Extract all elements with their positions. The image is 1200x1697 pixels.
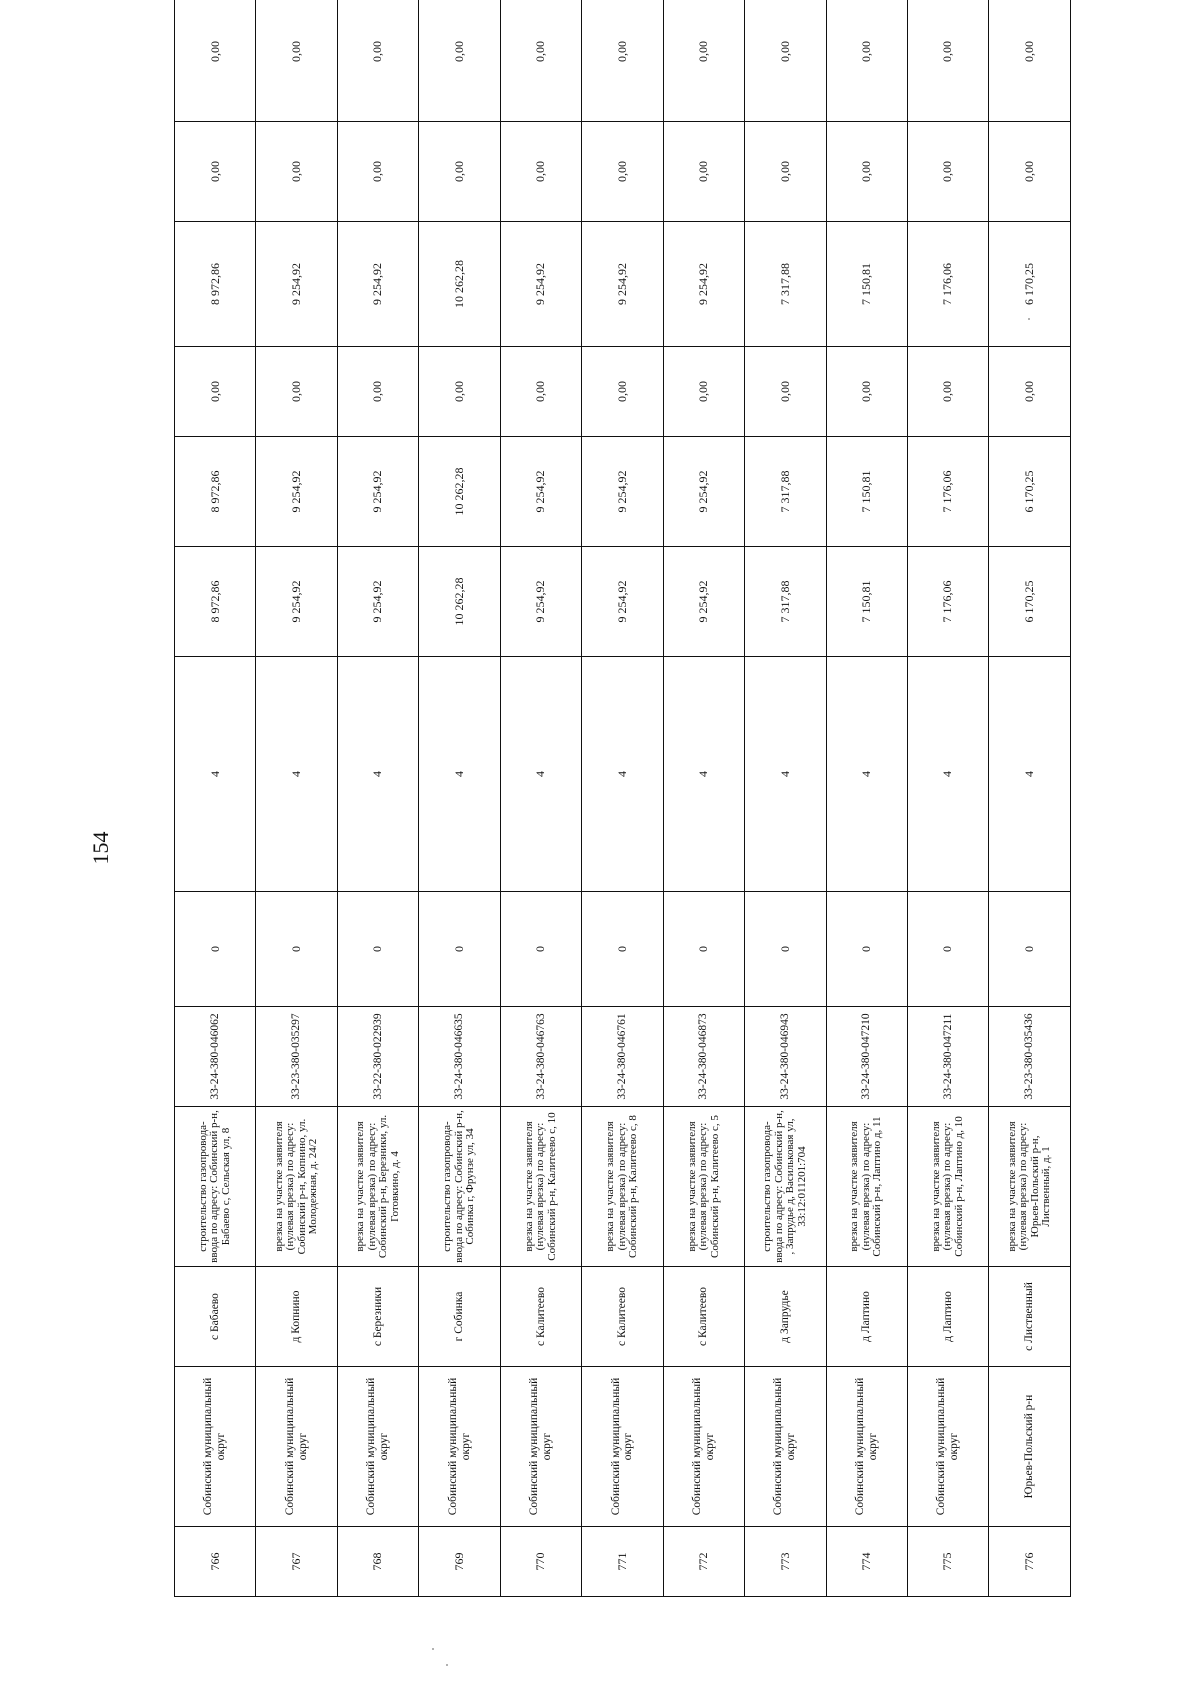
cell-col-7: 4 xyxy=(907,657,988,892)
cell-col-6: 0 xyxy=(419,892,500,1007)
cell-col-8: 7 176,06 xyxy=(907,547,988,657)
cell-settlement: с Калитеево xyxy=(500,1267,581,1367)
cell-col-13: 0,00 xyxy=(175,0,256,122)
cell-col-9: 8 972,86 xyxy=(175,437,256,547)
cell-col-6: 0 xyxy=(907,892,988,1007)
cell-col-13: 0,00 xyxy=(256,0,337,122)
cell-col-9: 7 317,88 xyxy=(745,437,826,547)
cell-settlement: с Лиственный xyxy=(989,1267,1070,1367)
cell-col-11: 7 317,88 xyxy=(745,222,826,347)
cell-col-10: 0,00 xyxy=(500,347,581,437)
cell-application-code: 33-23-380-035297 xyxy=(256,1007,337,1107)
cell-col-13: 0,00 xyxy=(500,0,581,122)
cell-application-code: 33-24-380-046763 xyxy=(500,1007,581,1107)
cell-col-13: 0,00 xyxy=(663,0,744,122)
cell-application-code: 33-24-380-047211 xyxy=(907,1007,988,1107)
cell-col-8: 7 150,81 xyxy=(826,547,907,657)
cell-col-7: 4 xyxy=(989,657,1070,892)
cell-description: врезка на участке заявителя (нулевая врезка) по адресу: Юрьев-Польский р-н, Лиственный, д. 1 xyxy=(989,1107,1070,1267)
cell-district: Собинский муниципальный округ xyxy=(582,1367,663,1527)
cell-settlement: д Копнино xyxy=(256,1267,337,1367)
cell-col-10: 0,00 xyxy=(826,347,907,437)
cell-col-7: 4 xyxy=(826,657,907,892)
cell-col-10: 0,00 xyxy=(582,347,663,437)
cell-application-code: 33-24-380-046873 xyxy=(663,1007,744,1107)
cell-col-9: 9 254,92 xyxy=(256,437,337,547)
cell-col-10: 0,00 xyxy=(745,347,826,437)
rotated-table-sheet xyxy=(174,41,1070,1597)
cell-col-12: 0,00 xyxy=(175,122,256,222)
cell-application-code: 33-22-380-022939 xyxy=(337,1007,418,1107)
table-body xyxy=(175,0,1071,1597)
cell-col-11: 7 150,81 xyxy=(826,222,907,347)
cell-row-number: 769 xyxy=(419,1527,500,1597)
cell-col-6: 0 xyxy=(175,892,256,1007)
cell-row-number: 768 xyxy=(337,1527,418,1597)
cell-col-8: 9 254,92 xyxy=(337,547,418,657)
cell-col-11: 9 254,92 xyxy=(337,222,418,347)
table-row xyxy=(419,0,500,1597)
cell-col-7: 4 xyxy=(500,657,581,892)
cell-row-number: 776 xyxy=(989,1527,1070,1597)
table-row xyxy=(337,0,418,1597)
cell-col-9: 10 262,28 xyxy=(419,437,500,547)
cell-district: Собинский муниципальный округ xyxy=(663,1367,744,1527)
cell-description: врезка на участке заявителя (нулевая врезка) по адресу: Собинский р-н, Березники, ул. Готовкино, д. 4 xyxy=(337,1107,418,1267)
cell-col-10: 0,00 xyxy=(337,347,418,437)
cell-district: Собинский муниципальный округ xyxy=(745,1367,826,1527)
cell-col-6: 0 xyxy=(582,892,663,1007)
scan-speck xyxy=(432,1648,434,1650)
cell-district: Собинский муниципальный округ xyxy=(500,1367,581,1527)
cell-col-6: 0 xyxy=(500,892,581,1007)
cell-col-13: 0,00 xyxy=(419,0,500,122)
cell-col-8: 7 317,88 xyxy=(745,547,826,657)
cell-settlement: д Лаптино xyxy=(826,1267,907,1367)
cell-row-number: 767 xyxy=(256,1527,337,1597)
cell-col-10: 0,00 xyxy=(175,347,256,437)
cell-col-12: 0,00 xyxy=(663,122,744,222)
table-row xyxy=(989,0,1070,1597)
cell-application-code: 33-24-380-046062 xyxy=(175,1007,256,1107)
cell-col-6: 0 xyxy=(337,892,418,1007)
cell-col-10: 0,00 xyxy=(907,347,988,437)
cell-description: врезка на участке заявителя (нулевая врезка) по адресу: Собинский р-н, Калитеево с, 5 xyxy=(663,1107,744,1267)
cell-col-6: 0 xyxy=(745,892,826,1007)
cell-col-6: 0 xyxy=(663,892,744,1007)
cell-col-13: 0,00 xyxy=(826,0,907,122)
cell-district: Юрьев-Польский р-н xyxy=(989,1367,1070,1527)
table-row xyxy=(745,0,826,1597)
cell-district: Собинский муниципальный округ xyxy=(337,1367,418,1527)
cell-row-number: 770 xyxy=(500,1527,581,1597)
cell-description: врезка на участке заявителя (нулевая врезка) по адресу: Собинский р-н, Калитеево с, 8 xyxy=(582,1107,663,1267)
cell-description: строительство газопровода-ввода по адресу: Собинский р-н, Собинка г, Фрунзе ул, 34 xyxy=(419,1107,500,1267)
cell-row-number: 774 xyxy=(826,1527,907,1597)
cell-col-12: 0,00 xyxy=(419,122,500,222)
cell-col-12: 0,00 xyxy=(337,122,418,222)
cell-district: Собинский муниципальный округ xyxy=(826,1367,907,1527)
cell-settlement: с Калитеево xyxy=(582,1267,663,1367)
cell-col-9: 7 176,06 xyxy=(907,437,988,547)
cell-col-8: 9 254,92 xyxy=(582,547,663,657)
cell-col-11: 8 972,86 xyxy=(175,222,256,347)
cell-col-10: 0,00 xyxy=(256,347,337,437)
table-row xyxy=(582,0,663,1597)
table-row xyxy=(256,0,337,1597)
cell-description: врезка на участке заявителя (нулевая врезка) по адресу: Собинский р-н, Калитеево с, 10 xyxy=(500,1107,581,1267)
cell-district: Собинский муниципальный округ xyxy=(419,1367,500,1527)
cell-application-code: 33-24-380-046943 xyxy=(745,1007,826,1107)
table-row xyxy=(907,0,988,1597)
cell-row-number: 772 xyxy=(663,1527,744,1597)
table-row xyxy=(500,0,581,1597)
cell-col-13: 0,00 xyxy=(337,0,418,122)
cell-row-number: 775 xyxy=(907,1527,988,1597)
cell-row-number: 766 xyxy=(175,1527,256,1597)
cell-col-12: 0,00 xyxy=(500,122,581,222)
cell-settlement: г Собинка xyxy=(419,1267,500,1367)
cell-col-9: 6 170,25 xyxy=(989,437,1070,547)
cell-col-9: 9 254,92 xyxy=(337,437,418,547)
cell-col-8: 9 254,92 xyxy=(663,547,744,657)
cell-settlement: д Лаптино xyxy=(907,1267,988,1367)
cell-application-code: 33-24-380-046635 xyxy=(419,1007,500,1107)
cell-col-12: 0,00 xyxy=(989,122,1070,222)
cell-col-9: 9 254,92 xyxy=(582,437,663,547)
cell-description: строительство газопровода-ввода по адресу: Собинский р-н, , Запрудье д, Васильковая ул, 33:12:011201:704 xyxy=(745,1107,826,1267)
cell-col-7: 4 xyxy=(582,657,663,892)
cell-col-11: 6 170,25 xyxy=(989,222,1070,347)
cell-col-11: 9 254,92 xyxy=(256,222,337,347)
cell-row-number: 771 xyxy=(582,1527,663,1597)
cell-row-number: 773 xyxy=(745,1527,826,1597)
table-row xyxy=(663,0,744,1597)
cell-col-10: 0,00 xyxy=(419,347,500,437)
cell-col-8: 8 972,86 xyxy=(175,547,256,657)
cell-col-12: 0,00 xyxy=(907,122,988,222)
cell-col-12: 0,00 xyxy=(826,122,907,222)
cell-district: Собинский муниципальный округ xyxy=(175,1367,256,1527)
cell-col-7: 4 xyxy=(256,657,337,892)
cell-col-13: 0,00 xyxy=(582,0,663,122)
cell-settlement: с Бабаево xyxy=(175,1267,256,1367)
cell-col-7: 4 xyxy=(175,657,256,892)
cell-description: врезка на участке заявителя (нулевая врезка) по адресу: Собинский р-н, Лаптино д, 11 xyxy=(826,1107,907,1267)
cell-col-11: 9 254,92 xyxy=(500,222,581,347)
cell-settlement: д Запрудье xyxy=(745,1267,826,1367)
cell-col-6: 0 xyxy=(989,892,1070,1007)
cell-col-7: 4 xyxy=(419,657,500,892)
cell-col-8: 9 254,92 xyxy=(500,547,581,657)
cell-col-7: 4 xyxy=(745,657,826,892)
cell-col-11: 9 254,92 xyxy=(663,222,744,347)
cell-application-code: 33-24-380-046761 xyxy=(582,1007,663,1107)
cell-col-12: 0,00 xyxy=(745,122,826,222)
cell-col-7: 4 xyxy=(337,657,418,892)
cell-settlement: с Калитеево xyxy=(663,1267,744,1367)
cell-district: Собинский муниципальный округ xyxy=(907,1367,988,1527)
cell-col-11: 7 176,06 xyxy=(907,222,988,347)
scan-speck xyxy=(446,1664,448,1666)
cell-col-7: 4 xyxy=(663,657,744,892)
cell-col-10: 0,00 xyxy=(663,347,744,437)
cell-col-12: 0,00 xyxy=(582,122,663,222)
cell-application-code: 33-24-380-047210 xyxy=(826,1007,907,1107)
cell-col-11: 10 262,28 xyxy=(419,222,500,347)
cell-col-11: 9 254,92 xyxy=(582,222,663,347)
cell-description: врезка на участке заявителя (нулевая врезка) по адресу: Собинский р-н, Копнино, ул. Молодежная, д. 24/2 xyxy=(256,1107,337,1267)
table-row xyxy=(826,0,907,1597)
cell-col-8: 9 254,92 xyxy=(256,547,337,657)
cell-col-9: 9 254,92 xyxy=(663,437,744,547)
data-table xyxy=(174,0,1071,1597)
cell-application-code: 33-23-380-035436 xyxy=(989,1007,1070,1107)
cell-col-10: 0,00 xyxy=(989,347,1070,437)
cell-col-9: 7 150,81 xyxy=(826,437,907,547)
cell-col-13: 0,00 xyxy=(745,0,826,122)
page-number: 154 xyxy=(88,831,113,865)
table-row xyxy=(175,0,256,1597)
cell-col-6: 0 xyxy=(256,892,337,1007)
cell-settlement: с Березники xyxy=(337,1267,418,1367)
cell-description: врезка на участке заявителя (нулевая врезка) по адресу: Собинский р-н, Лаптино д, 10 xyxy=(907,1107,988,1267)
cell-col-13: 0,00 xyxy=(907,0,988,122)
cell-col-12: 0,00 xyxy=(256,122,337,222)
cell-col-9: 9 254,92 xyxy=(500,437,581,547)
cell-col-8: 10 262,28 xyxy=(419,547,500,657)
cell-description: строительство газопровода-ввода по адресу: Собинский р-н, Бабаево с, Сельская ул, 8 xyxy=(175,1107,256,1267)
cell-col-6: 0 xyxy=(826,892,907,1007)
cell-district: Собинский муниципальный округ xyxy=(256,1367,337,1527)
cell-col-8: 6 170,25 xyxy=(989,547,1070,657)
cell-col-13: 0,00 xyxy=(989,0,1070,122)
